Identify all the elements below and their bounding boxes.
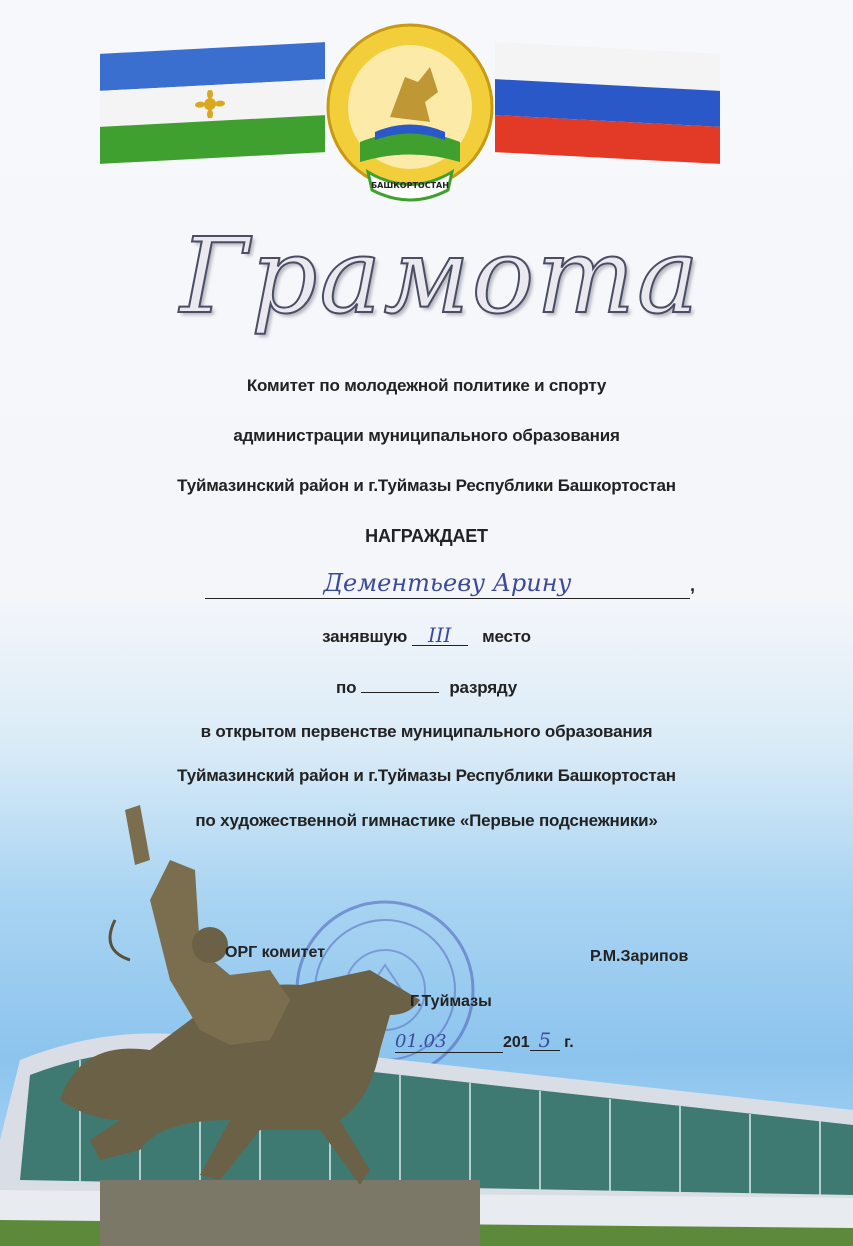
date-line [395,1030,574,1053]
signatory-name: Р.М.Зарипов [590,948,689,965]
place-value: III [412,625,468,646]
awards-label: НАГРАЖДАЕТ [365,526,488,546]
recipient-name: Дементьеву Арину [205,568,690,599]
kurai-flower-icon [195,89,225,119]
committee-line-2: администрации муниципального образования [233,426,620,445]
date-handwritten: 01.03 [395,1032,503,1053]
competition-line-2: Туймазинский район и г.Туймазы Республики Башкортостан [177,766,676,785]
place-line [0,625,853,647]
rank-prefix: по [336,678,357,697]
year-prefix: 201 [503,1034,530,1051]
place-prefix: занявшую [322,627,408,646]
competition-line-3: по художественной гимнастике «Первые подснежники» [195,811,658,830]
committee-line-3: Туймазинский район и г.Туймазы Республики Башкортостан [177,476,676,495]
russia-flag [495,42,720,164]
rank-suffix: разряду [449,678,517,697]
rank-line [0,676,853,698]
year-handwritten: 5 [530,1030,560,1051]
year-suffix: г. [564,1034,574,1051]
salavat-yulaev-statue-icon [40,800,480,1246]
org-committee-label: ОРГ комитет [225,944,326,961]
committee-line-1: Комитет по молодежной политике и спорту [246,376,607,395]
recipient-line [205,568,705,600]
place-suffix: место [482,627,531,646]
competition-line-1: в открытом первенстве муниципального образования [200,722,653,741]
city-label: Г.Туймазы [410,993,492,1010]
certificate-title: Грамота [180,215,701,337]
recipient-comma: , [690,575,696,595]
bashkortostan-flag [100,42,325,164]
rank-value [361,676,439,693]
bashkortostan-emblem-icon [320,22,500,212]
svg-text:БАШКОРТОСТАН: БАШКОРТОСТАН [371,181,449,190]
